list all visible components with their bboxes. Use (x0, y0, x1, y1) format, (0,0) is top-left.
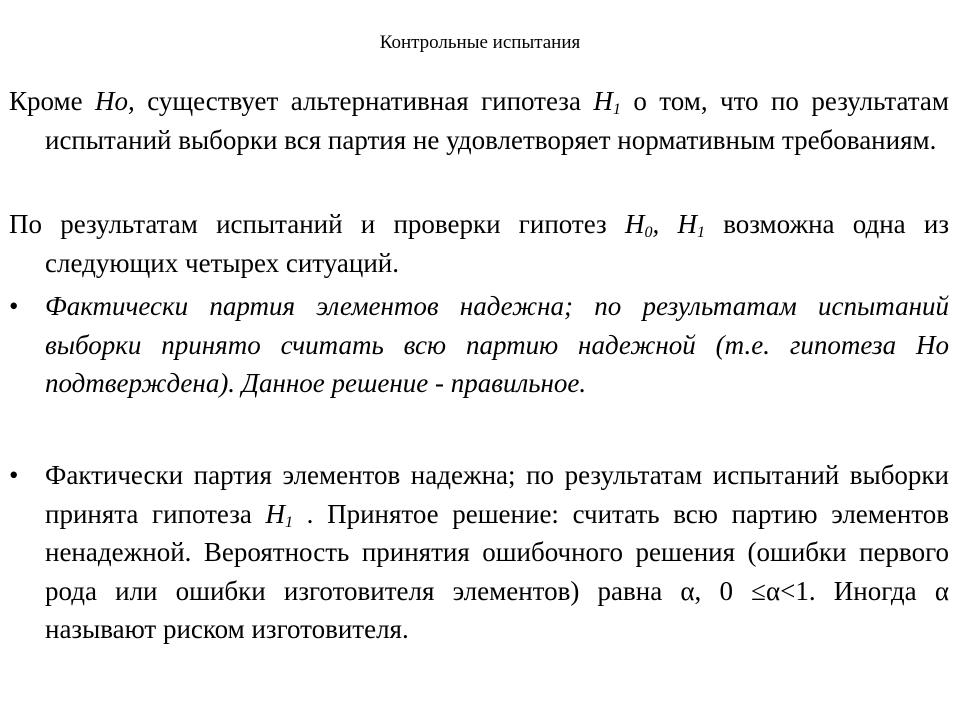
p2-h1-subscript: 1 (696, 224, 705, 241)
bullet-type-one-error (9, 456, 949, 649)
bullet2-h1-letter: Н (265, 498, 286, 529)
bullet2-h1-subscript: 1 (285, 513, 294, 531)
p1-h1-letter: Н (593, 86, 613, 116)
bullet2-hypothesis-h1 (266, 499, 294, 529)
p1-hypothesis-h0: Но, (95, 86, 135, 116)
paragraph-alternative-hypothesis (9, 82, 949, 159)
bullet2-text-a: Фактически партия элементов надежна; по результатам испытаний выборки принята гипотеза (45, 460, 949, 529)
p1-text-c: о том, что по результатам испытаний выборки вся партия не удовлетворяет нормативным требованиям. (45, 86, 949, 155)
p1-text-b: существует альтернативная гипотеза (134, 86, 594, 116)
p1-text-a: Кроме (9, 86, 96, 116)
bullet-correct-decision (9, 287, 949, 403)
paragraph-four-situations (9, 205, 949, 282)
p2-comma: , (652, 209, 660, 239)
bullet2-text (45, 456, 949, 649)
bullet1-text: Фактически партия элементов надежна; по результатам испытаний выборки принято считать всю партию надежной (т.е. гипотеза Но подтверждена). Данное решение - правильное. (45, 291, 949, 398)
p2-text-a: По результатам испытаний и проверки гипотез (9, 209, 625, 239)
p2-h0-subscript: 0 (644, 224, 653, 241)
bullet2-text-b: . Принятое решение: считать всю партию элементов ненадежной. Вероятность принятия ошибочного решения (ошибки первого рода или ошибки изготовителя элементов) равна α, 0 ≤α<1. Иногда α называют риском изготовителя. (45, 498, 949, 644)
slide-title: Контрольные испытания (379, 32, 581, 53)
bullet-marker: • (9, 291, 19, 321)
p2-hypothesis-h1 (659, 209, 705, 239)
p1-h1-subscript: 1 (612, 101, 621, 118)
p2-h1-letter: Н (659, 209, 697, 239)
p1-hypothesis-h1 (593, 86, 621, 116)
p2-hypothesis-h0 (625, 209, 659, 239)
bullet-marker: • (9, 460, 19, 490)
p2-text-b: возможна одна из следующих четырех ситуаций. (45, 209, 950, 278)
p2-h0-letter: Н (624, 209, 645, 239)
